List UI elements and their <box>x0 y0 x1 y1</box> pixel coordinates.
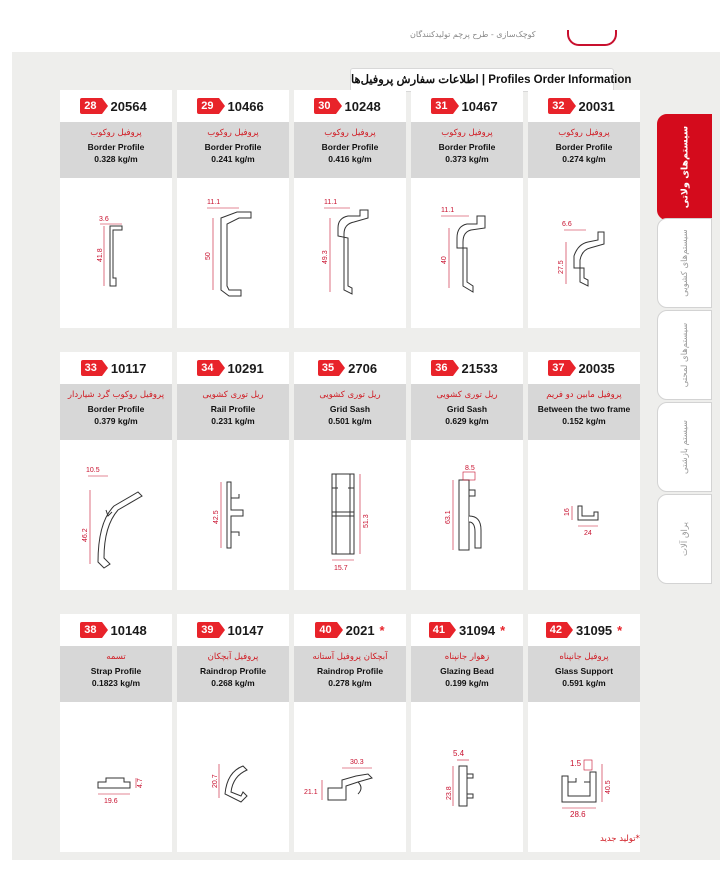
side-tab-label: سیستم بازشتی <box>679 419 690 475</box>
profile-weight: 0.152 kg/m <box>562 416 606 426</box>
profile-name-fa: پروفیل روکوب گرد شیاردار <box>67 390 165 400</box>
profile-card <box>177 352 289 590</box>
profile-weight: 0.416 kg/m <box>328 154 372 164</box>
dim-label: 42.5 <box>213 510 220 524</box>
profile-name-en: Border Profile <box>204 142 262 152</box>
profile-card <box>411 614 523 852</box>
side-tab-label: یراق آلات <box>679 522 690 556</box>
profile-name-fa: پروفیل جانپناه <box>559 652 609 662</box>
side-tab-4[interactable] <box>657 494 712 584</box>
dim-label: 49.3 <box>322 250 329 264</box>
profile-code: 2021 <box>345 622 375 638</box>
profile-code-row <box>177 352 289 384</box>
profile-card <box>60 90 172 328</box>
profile-name-en: Grid Sash <box>329 404 371 414</box>
profile-card <box>294 352 406 590</box>
profile-info <box>528 122 640 178</box>
dim-label: 11.1 <box>324 199 338 206</box>
side-tab-label: سیستم‌های کشویی <box>679 229 690 297</box>
profile-code: 20035 <box>578 360 615 376</box>
dim-label: 27.5 <box>558 260 565 274</box>
side-tab-3[interactable] <box>657 402 712 492</box>
profile-name-en: Strap Profile <box>90 666 142 676</box>
profile-weight: 0.241 kg/m <box>211 154 255 164</box>
profile-code-row <box>528 90 640 122</box>
profile-drawing <box>528 702 640 852</box>
new-mark: * <box>500 622 506 638</box>
profile-number-badge: 38 <box>80 622 101 638</box>
profile-name-en: Glass Support <box>554 666 614 676</box>
profile-drawing <box>294 440 406 590</box>
dim-label: 20.7 <box>212 774 219 788</box>
dim-label: 6.6 <box>562 221 572 228</box>
profile-code: 20031 <box>578 98 615 114</box>
profile-card <box>411 90 523 328</box>
profile-code-row <box>411 614 523 646</box>
profile-code: 10466 <box>227 98 264 114</box>
profile-name-en: Raindrop Profile <box>199 666 267 676</box>
profile-number-badge: 36 <box>431 360 452 376</box>
profile-number-badge: 32 <box>548 98 569 114</box>
profile-drawing <box>177 702 289 852</box>
profile-number-badge: 34 <box>197 360 218 376</box>
profile-number-badge: 30 <box>314 98 335 114</box>
dim-label: 40.5 <box>605 780 612 794</box>
side-tab-label: سیستم‌های لمحتی <box>679 322 690 388</box>
dim-label: 63.1 <box>445 510 452 524</box>
profile-card <box>294 90 406 328</box>
profile-card <box>177 90 289 328</box>
profile-code-row <box>177 614 289 646</box>
dim-label: 11.1 <box>441 207 455 214</box>
profile-code: 2706 <box>348 360 378 376</box>
new-mark: * <box>617 622 623 638</box>
dim-label: 41.8 <box>97 248 104 262</box>
profile-code: 31095 <box>576 622 613 638</box>
profile-name-fa: تسمه <box>106 652 126 662</box>
profile-number-badge: 33 <box>81 360 102 376</box>
new-mark: * <box>379 622 385 638</box>
profile-name-en: Border Profile <box>87 142 145 152</box>
profile-name-fa: پروفیل روکوب <box>558 128 610 138</box>
profile-name-fa: پروفیل مابین دو فریم <box>546 390 622 400</box>
profile-number-badge: 37 <box>548 360 569 376</box>
dim-label: 21.1 <box>304 789 318 796</box>
dim-label: 5.4 <box>453 749 465 758</box>
dim-label: 11.1 <box>207 199 221 206</box>
profile-card <box>294 614 406 852</box>
dim-label: 10.5 <box>86 467 100 474</box>
top-strip-text: کوچک‌سازی - طرح پرچم تولیدکنندگان <box>410 30 536 39</box>
profile-code: 10291 <box>227 360 264 376</box>
profile-weight: 0.274 kg/m <box>562 154 606 164</box>
dim-label: 30.3 <box>350 759 364 766</box>
dim-label: 28.6 <box>570 810 586 819</box>
profile-weight: 0.1823 kg/m <box>91 678 141 688</box>
profile-card <box>528 352 640 590</box>
dim-label: 51.3 <box>363 514 370 528</box>
profile-code: 10467 <box>461 98 498 114</box>
profile-weight: 0.231 kg/m <box>211 416 255 426</box>
profile-info <box>60 384 172 440</box>
profile-card <box>177 614 289 852</box>
profile-weight: 0.501 kg/m <box>328 416 372 426</box>
dim-label: 24 <box>584 530 592 537</box>
profile-name-fa: آبچکان پروفیل آستانه <box>312 652 388 662</box>
profile-name-en: Glazing Bead <box>440 666 494 676</box>
side-tab-label: سیستم‌های ولاتی <box>679 125 690 209</box>
profile-info <box>177 646 289 702</box>
profile-weight: 0.199 kg/m <box>445 678 489 688</box>
profile-card <box>60 352 172 590</box>
profile-name-en: Border Profile <box>555 142 613 152</box>
profile-info <box>411 646 523 702</box>
profile-name-fa: پروفیل روکوب <box>441 128 493 138</box>
profile-info <box>411 122 523 178</box>
page-title: اطلاعات سفارش پروفیل‌ها | Profiles Order Information <box>350 68 614 92</box>
profile-info <box>294 384 406 440</box>
profile-name-en: Border Profile <box>87 404 145 414</box>
profile-number-badge: 42 <box>546 622 567 638</box>
profile-number-badge: 31 <box>431 98 452 114</box>
profile-weight: 0.278 kg/m <box>328 678 372 688</box>
profile-name-fa: پروفیل آبچکان <box>207 652 259 662</box>
footnote: *تولید جدید <box>600 834 640 844</box>
profile-code-row <box>60 614 172 646</box>
profile-name-fa: ریل توری کشویی <box>436 390 498 400</box>
profile-name-fa: ریل توری کشویی <box>319 390 381 400</box>
profile-name-en: Grid Sash <box>446 404 488 414</box>
profile-info <box>177 122 289 178</box>
profile-drawing <box>411 440 523 590</box>
side-tab-0[interactable] <box>657 114 712 220</box>
profile-code: 31094 <box>459 622 496 638</box>
profile-card <box>528 90 640 328</box>
profile-code-row <box>177 90 289 122</box>
profile-number-badge: 29 <box>197 98 218 114</box>
profile-code-row <box>60 90 172 122</box>
profile-info <box>294 122 406 178</box>
dim-label: 50 <box>205 252 212 260</box>
profile-name-fa: پروفیل روکوب <box>90 128 142 138</box>
profile-number-badge: 39 <box>197 622 218 638</box>
profile-weight: 0.379 kg/m <box>94 416 138 426</box>
profile-number-badge: 41 <box>429 622 450 638</box>
profile-drawing <box>294 178 406 328</box>
profile-drawing <box>177 440 289 590</box>
profile-name-fa: ریل توری کشویی <box>202 390 264 400</box>
profile-code: 10117 <box>110 360 147 376</box>
profile-name-en: Border Profile <box>438 142 496 152</box>
dim-label: 4.7 <box>137 778 144 788</box>
profile-name-fa: پروفیل روکوب <box>324 128 376 138</box>
profile-drawing <box>60 178 172 328</box>
profile-name-en: Raindrop Profile <box>316 666 384 676</box>
profile-drawing <box>528 440 640 590</box>
top-strip <box>0 0 720 52</box>
profile-info <box>60 122 172 178</box>
profile-code-row <box>294 352 406 384</box>
dim-label: 3.6 <box>99 216 109 223</box>
profile-drawing <box>60 440 172 590</box>
profile-card <box>60 614 172 852</box>
profile-drawing <box>411 702 523 852</box>
top-strip-pill <box>567 30 617 46</box>
side-tab-2[interactable] <box>657 310 712 400</box>
profile-weight: 0.629 kg/m <box>445 416 489 426</box>
profile-code-row <box>294 90 406 122</box>
dim-label: 23.8 <box>446 786 453 800</box>
profile-code: 10148 <box>110 622 147 638</box>
profile-number-badge: 40 <box>315 622 336 638</box>
dim-label: 15.7 <box>334 565 348 572</box>
profile-weight: 0.328 kg/m <box>94 154 138 164</box>
profile-weight: 0.591 kg/m <box>562 678 606 688</box>
profile-card <box>528 614 640 852</box>
profile-code-row <box>528 352 640 384</box>
profile-code-row <box>60 352 172 384</box>
profile-drawing <box>528 178 640 328</box>
profile-name-fa: زهوار جانپناه <box>444 652 490 662</box>
dim-label: 1.5 <box>570 759 582 768</box>
profile-code-row <box>411 352 523 384</box>
profile-name-en: Border Profile <box>321 142 379 152</box>
profile-code-row <box>294 614 406 646</box>
profile-code: 21533 <box>461 360 498 376</box>
profile-info <box>528 384 640 440</box>
dim-label: 8.5 <box>465 465 475 472</box>
profile-code: 20564 <box>110 98 147 114</box>
profile-info <box>177 384 289 440</box>
side-tab-1[interactable] <box>657 218 712 308</box>
dim-label: 19.6 <box>104 798 118 805</box>
profile-drawing <box>411 178 523 328</box>
profile-drawing <box>294 702 406 852</box>
profile-weight: 0.268 kg/m <box>211 678 255 688</box>
profile-weight: 0.373 kg/m <box>445 154 489 164</box>
profile-info <box>411 384 523 440</box>
profile-number-badge: 35 <box>318 360 339 376</box>
profile-card <box>411 352 523 590</box>
profile-info <box>294 646 406 702</box>
profile-drawing <box>60 702 172 852</box>
profile-info <box>528 646 640 702</box>
dim-label: 40 <box>441 256 448 264</box>
profile-code-row <box>528 614 640 646</box>
profile-name-fa: پروفیل روکوب <box>207 128 259 138</box>
profile-code: 10248 <box>344 98 381 114</box>
profile-code: 10147 <box>227 622 264 638</box>
profile-code-row <box>411 90 523 122</box>
profile-drawing <box>177 178 289 328</box>
profile-info <box>60 646 172 702</box>
profile-number-badge: 28 <box>80 98 101 114</box>
dim-label: 46.2 <box>82 528 89 542</box>
profile-name-en: Between the two frame <box>537 404 631 414</box>
profile-name-en: Rail Profile <box>210 404 256 414</box>
dim-label: 16 <box>564 508 571 516</box>
